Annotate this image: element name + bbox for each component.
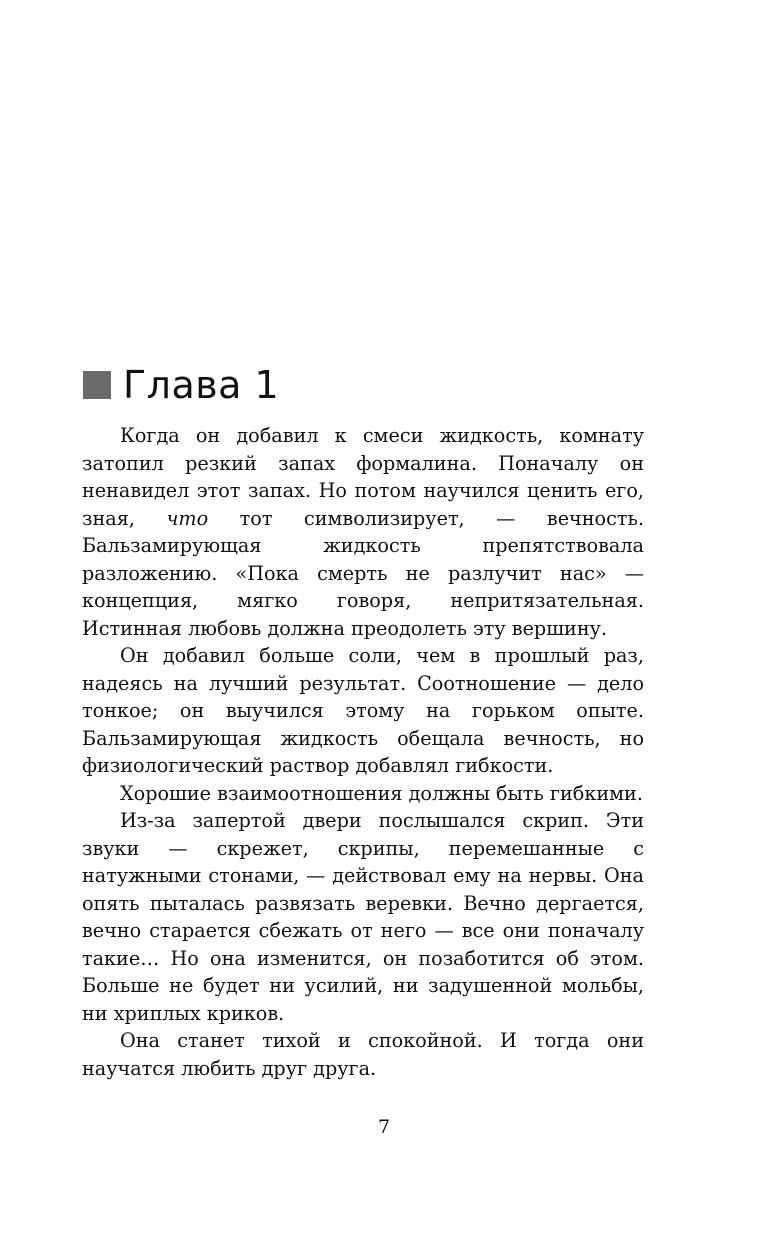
chapter-marker-square [83, 371, 111, 399]
paragraph-4: Из-за запертой двери послышался скрип. Эти звуки — скрежет, скрипы, перемешанные с натужными стонами, — действовал ему на нервы. Она опять пыталась развязать веревки. Вечно дергается, вечно старается сбежать от него — все они поначалу такие… Но она изменится, он позаботится об этом. Больше не будет ни усилий, ни задушенной мольбы, ни хриплых криков. [82, 809, 644, 1025]
page-number: 7 [377, 1116, 391, 1138]
chapter-body [82, 422, 644, 1082]
paragraph-5: Она станет тихой и спокойной. И тогда они научатся любить друг друга. [82, 1029, 644, 1080]
paragraph-2: Он добавил больше соли, чем в прошлый раз, надеясь на лучший результат. Соотношение — дело тонкое; он выучился этому на горьком опыте. Бальзамирующая жидкость обещала вечность, но физиологический раствор добавлял гибкости. [82, 644, 644, 777]
paragraph-1-text-after: тот символизирует, — вечность. Бальзамирующая жидкость препятствовала разложению. «Пока смерть не разлучит нас» — концепция, мягко говоря, непритязательная. Истинная любовь должна преодолеть эту вершину. [82, 506, 644, 640]
paragraph-1-text-before: Когда он добавил к смеси жидкость, комнату затопил резкий запах формалина. Поначалу он ненавидел этот запах. Но потом научился ценить его, зная, [82, 424, 644, 530]
chapter-heading [83, 360, 279, 410]
paragraph-3: Хорошие взаимоотношения должны быть гибкими. [120, 781, 643, 805]
paragraph-1-emphasis: что [166, 506, 209, 530]
paragraph-1 [82, 422, 644, 642]
chapter-title: Глава 1 [123, 363, 280, 407]
